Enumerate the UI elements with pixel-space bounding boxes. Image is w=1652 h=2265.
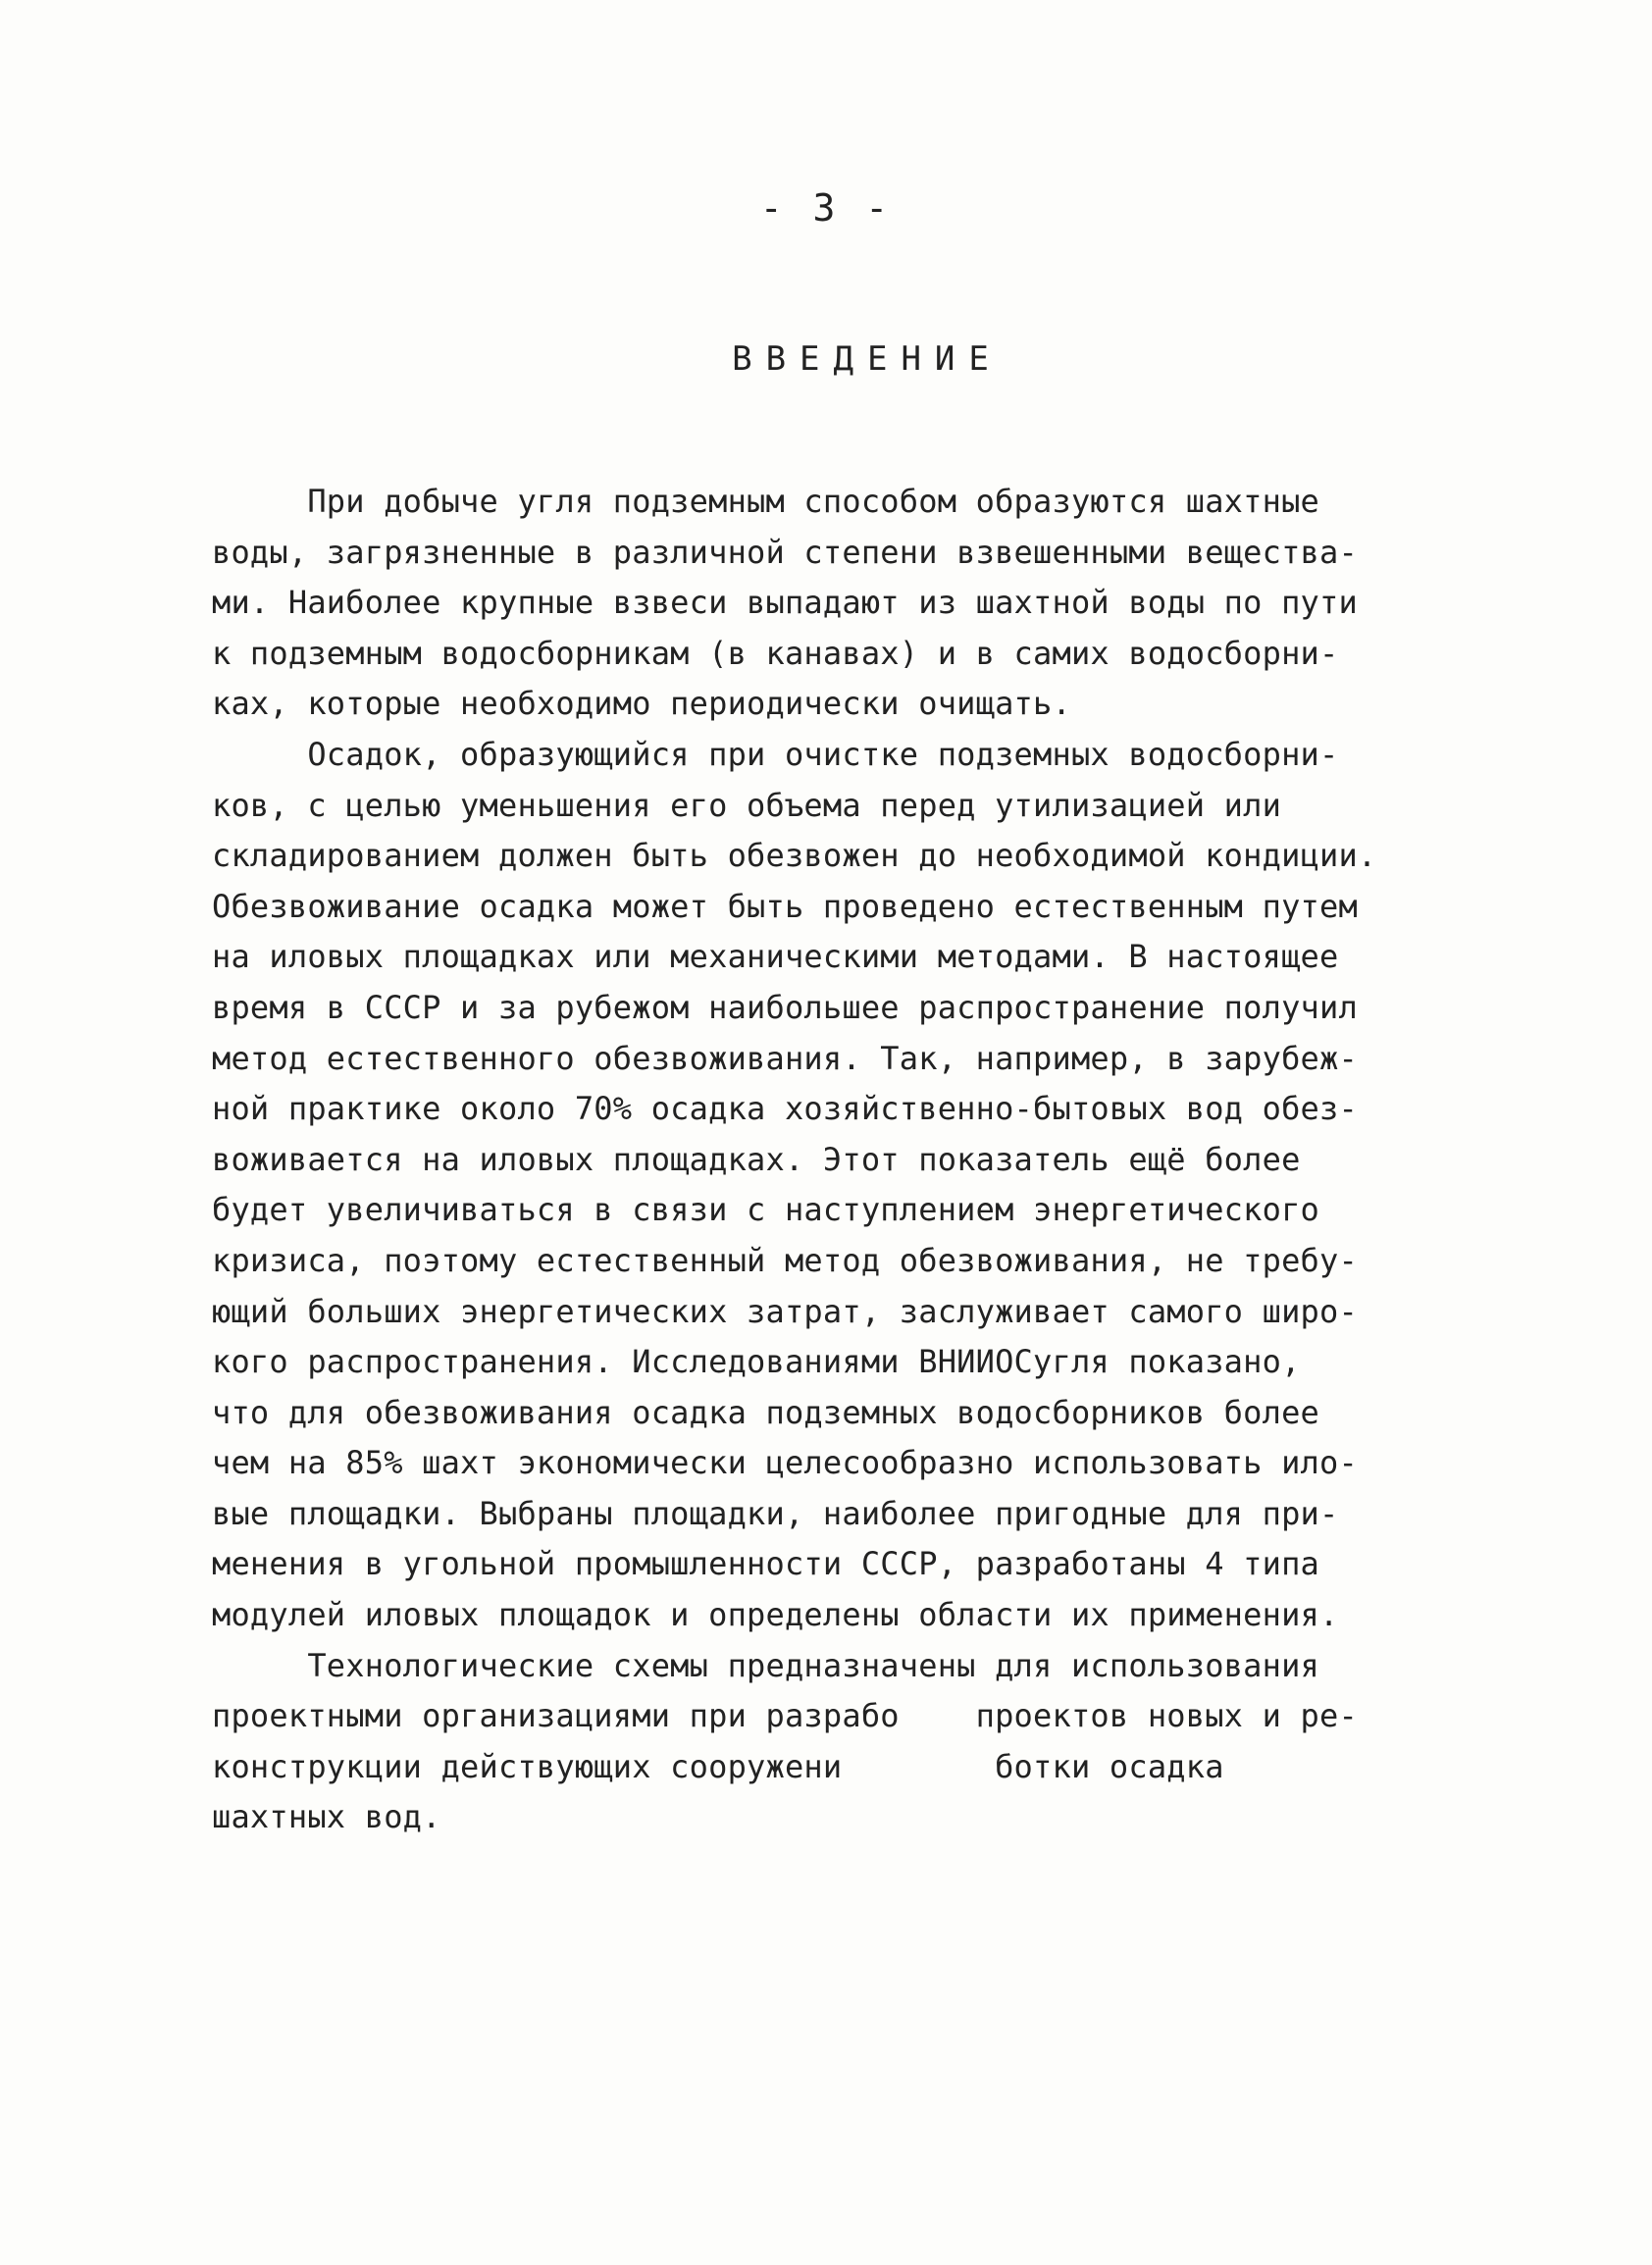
text-line: метод естественного обезвоживания. Так, например, в зарубеж- (212, 1039, 1358, 1077)
text-line: ми. Наиболее крупные взвеси выпадают из шахтной воды по пути (212, 584, 1358, 622)
text-line: кого распространения. Исследованиями ВНИИОСугля показано, (212, 1343, 1301, 1381)
text-line: проектными организациями при разрабо проектов новых и ре- (212, 1697, 1358, 1735)
text-line: будет увеличиваться в связи с наступлением энергетического (212, 1191, 1320, 1229)
text-line: Осадок, образующийся при очистке подземных водосборни- (212, 735, 1339, 773)
text-line: При добыче угля подземным способом образуются шахтные (212, 483, 1320, 520)
text-line: модулей иловых площадок и определены области их применения. (212, 1596, 1339, 1634)
text-line: воды, загрязненные в различной степени взвешенными вещества- (212, 533, 1358, 571)
text-line: конструкции действующих сооружени ботки осадка (212, 1747, 1224, 1785)
text-line: вые площадки. Выбраны площадки, наиболее пригодные для при- (212, 1494, 1339, 1532)
text-line: к подземным водосборникам (в канавах) и в самих водосборни- (212, 634, 1339, 672)
body-text (212, 477, 1487, 1843)
page-number: - 3 - (759, 186, 893, 230)
text-line: на иловых площадках или механическими методами. В настоящее (212, 938, 1339, 976)
text-line: чем на 85% шахт экономически целесообразно использовать ило- (212, 1444, 1358, 1482)
section-heading: ВВЕДЕНИЕ (732, 339, 1003, 379)
text-line: Обезвоживание осадка может быть проведено естественным путем (212, 887, 1358, 925)
text-line: шахтных вод. (212, 1798, 441, 1836)
text-line: воживается на иловых площадках. Этот показатель ещё более (212, 1140, 1301, 1178)
text-line: что для обезвоживания осадка подземных водосборников более (212, 1393, 1320, 1431)
text-line: кризиса, поэтому естественный метод обезвоживания, не требу- (212, 1241, 1358, 1279)
text-line: складированием должен быть обезвожен до необходимой кондиции. (212, 837, 1377, 875)
text-line: менения в угольной промышленности СССР, разработаны 4 типа (212, 1545, 1320, 1583)
text-line: Технологические схемы предназначены для использования (212, 1646, 1320, 1684)
text-line: ках, которые необходимо периодически очищать. (212, 685, 1071, 723)
text-line: ков, с целью уменьшения его объема перед утилизацией или (212, 786, 1282, 824)
text-line: ной практике около 70% осадка хозяйственно-бытовых вод обез- (212, 1090, 1358, 1128)
text-line: время в СССР и за рубежом наибольшее распространение получил (212, 988, 1358, 1026)
text-line: ющий больших энергетических затрат, заслуживает самого широ- (212, 1292, 1358, 1330)
